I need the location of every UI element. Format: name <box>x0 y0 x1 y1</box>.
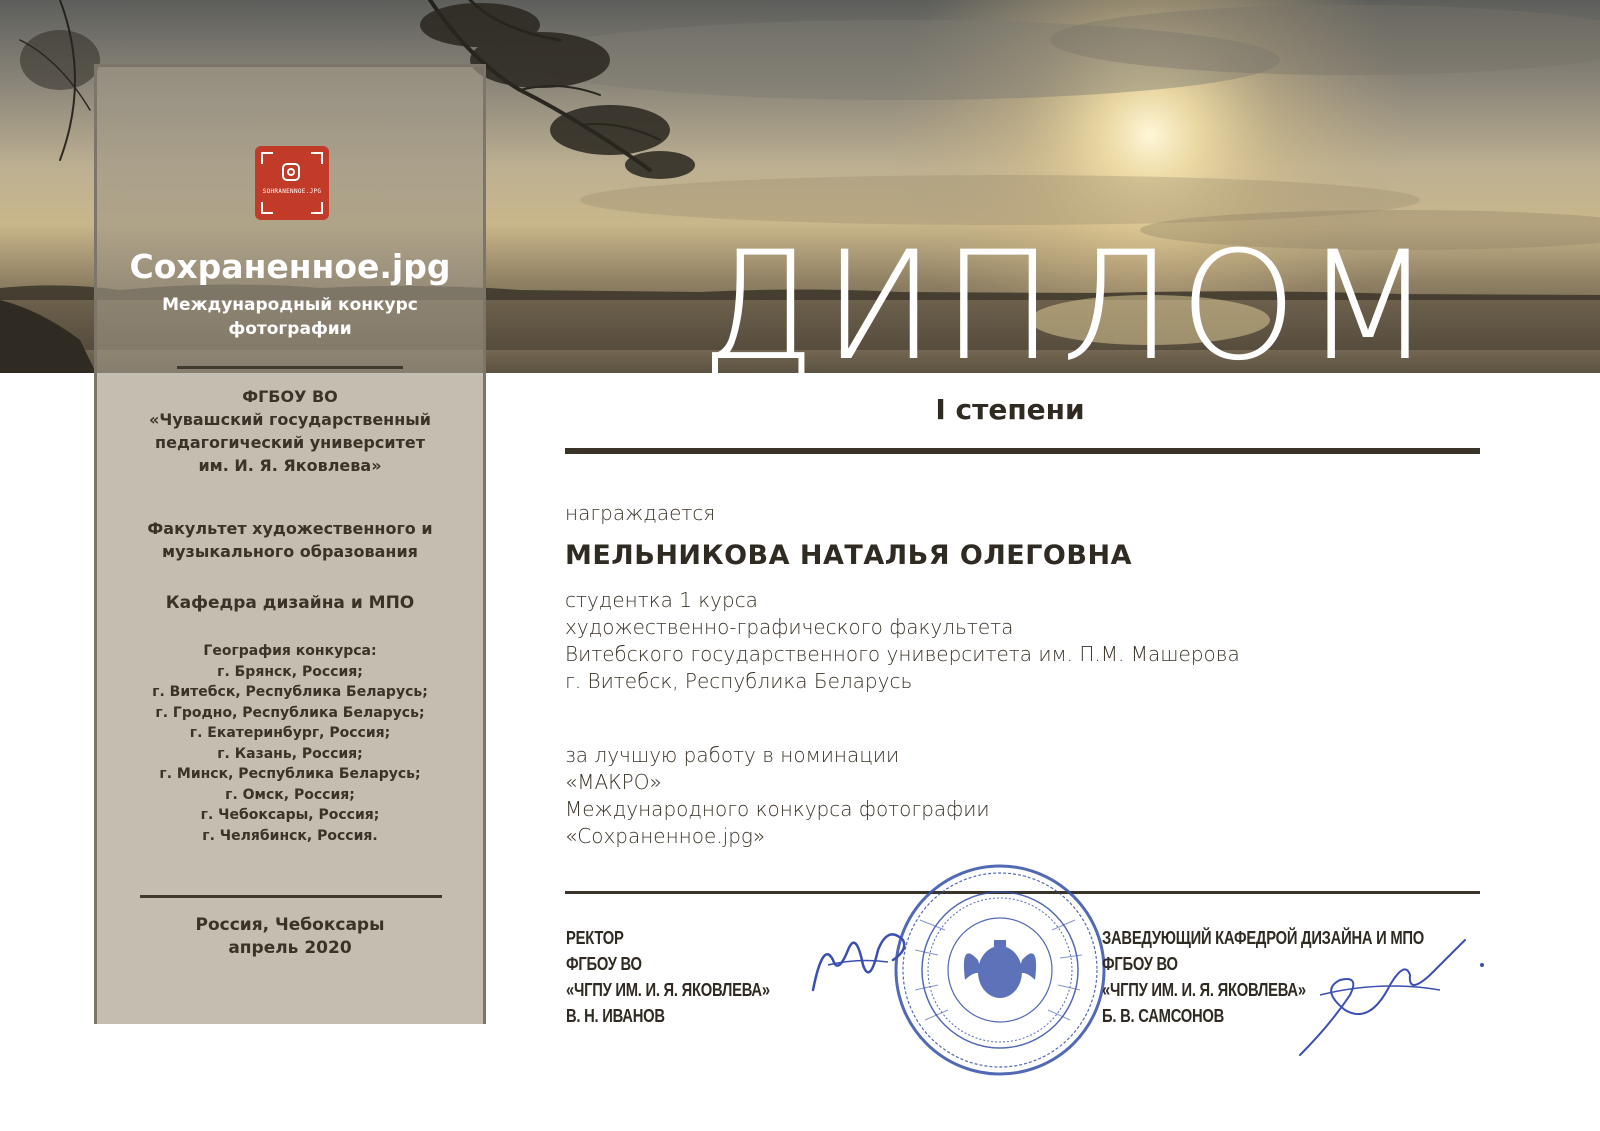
recipient-name: МЕЛЬНИКОВА НАТАЛЬЯ ОЛЕГОВНА <box>565 540 1132 571</box>
reason-line: Международного конкурса фотографии <box>565 797 990 821</box>
organizer <box>97 385 483 477</box>
reason-line: «Сохраненное.jpg» <box>565 824 766 848</box>
diploma-title: ДИПЛОМ <box>700 220 1439 394</box>
coat-of-arms-icon <box>964 940 1036 998</box>
side-panel <box>94 64 486 1024</box>
signer-org: ФГБОУ ВО <box>566 954 642 974</box>
organizer-line: педагогический университет <box>155 433 425 452</box>
geography-title: География конкурса: <box>203 643 377 659</box>
contest-logo <box>255 146 329 220</box>
panel-divider <box>177 366 403 369</box>
diploma-degree: I степени <box>935 393 1085 426</box>
geography-item: г. Челябинск, Россия. <box>202 827 378 844</box>
faculty-line: Факультет художественного и <box>147 519 433 538</box>
signer-org: «ЧГПУ ИМ. И. Я. ЯКОВЛЕВА» <box>1102 980 1306 1000</box>
geography-item: г. Витебск, Республика Беларусь; <box>152 684 428 700</box>
contest-subtitle <box>97 293 483 341</box>
awarded-label: награждается <box>565 501 716 525</box>
date-line: апрель 2020 <box>228 938 352 958</box>
status-line: Витебского государственного университета им. П.М. Машерова <box>565 642 1240 666</box>
organizer-line: «Чувашский государственный <box>149 410 431 429</box>
status-line: г. Витебск, Республика Беларусь <box>565 669 913 693</box>
reason-line: «МАКРО» <box>565 770 662 794</box>
reason-line: за лучшую работу в номинации <box>565 743 900 767</box>
geography-item: г. Гродно, Республика Беларусь; <box>155 704 425 721</box>
logo-text: SOHRANENNOE.JPG <box>262 188 322 195</box>
panel-divider <box>140 895 442 898</box>
contest-subtitle-line: Международный конкурс <box>162 295 418 315</box>
department-head-signature-block <box>1102 925 1424 1029</box>
place-line: Россия, Чебоксары <box>195 915 385 935</box>
official-stamp <box>890 860 1110 1080</box>
award-reason <box>565 742 990 850</box>
geography <box>97 641 483 846</box>
geography-item: г. Чебоксары, Россия; <box>200 807 380 823</box>
geography-item: г. Минск, Республика Беларусь; <box>159 766 421 782</box>
recipient-status <box>565 587 1240 695</box>
contest-name: Сохраненное.jpg <box>129 247 451 286</box>
geography-item: г. Брянск, Россия; <box>217 663 363 680</box>
title-divider <box>565 448 1480 454</box>
camera-icon <box>282 163 300 181</box>
signer-name: В. Н. ИВАНОВ <box>566 1006 665 1026</box>
signer-org: «ЧГПУ ИМ. И. Я. ЯКОВЛЕВА» <box>566 980 770 1000</box>
organizer-line: им. И. Я. Яковлева» <box>198 456 382 475</box>
organizer-line: ФГБОУ ВО <box>242 387 338 406</box>
signer-name: Б. В. САМСОНОВ <box>1102 1006 1225 1026</box>
contest-subtitle-line: фотографии <box>228 319 352 339</box>
faculty-line: музыкального образования <box>162 542 418 561</box>
geography-item: г. Казань, Россия; <box>217 745 363 762</box>
signer-org: ФГБОУ ВО <box>1102 954 1178 974</box>
faculty <box>97 517 483 563</box>
department: Кафедра дизайна и МПО <box>165 593 415 613</box>
rector-signature <box>808 920 918 1000</box>
geography-item: г. Омск, Россия; <box>225 786 355 803</box>
geography-item: г. Екатеринбург, Россия; <box>189 725 391 741</box>
signer-title: РЕКТОР <box>566 928 624 948</box>
place-date <box>97 914 483 960</box>
status-line: студентка 1 курса <box>565 588 758 612</box>
status-line: художественно-графического факультета <box>565 615 1014 639</box>
signer-title: ЗАВЕДУЮЩИЙ КАФЕДРОЙ ДИЗАЙНА И МПО <box>1102 928 1425 948</box>
rector-signature-block <box>566 925 770 1029</box>
